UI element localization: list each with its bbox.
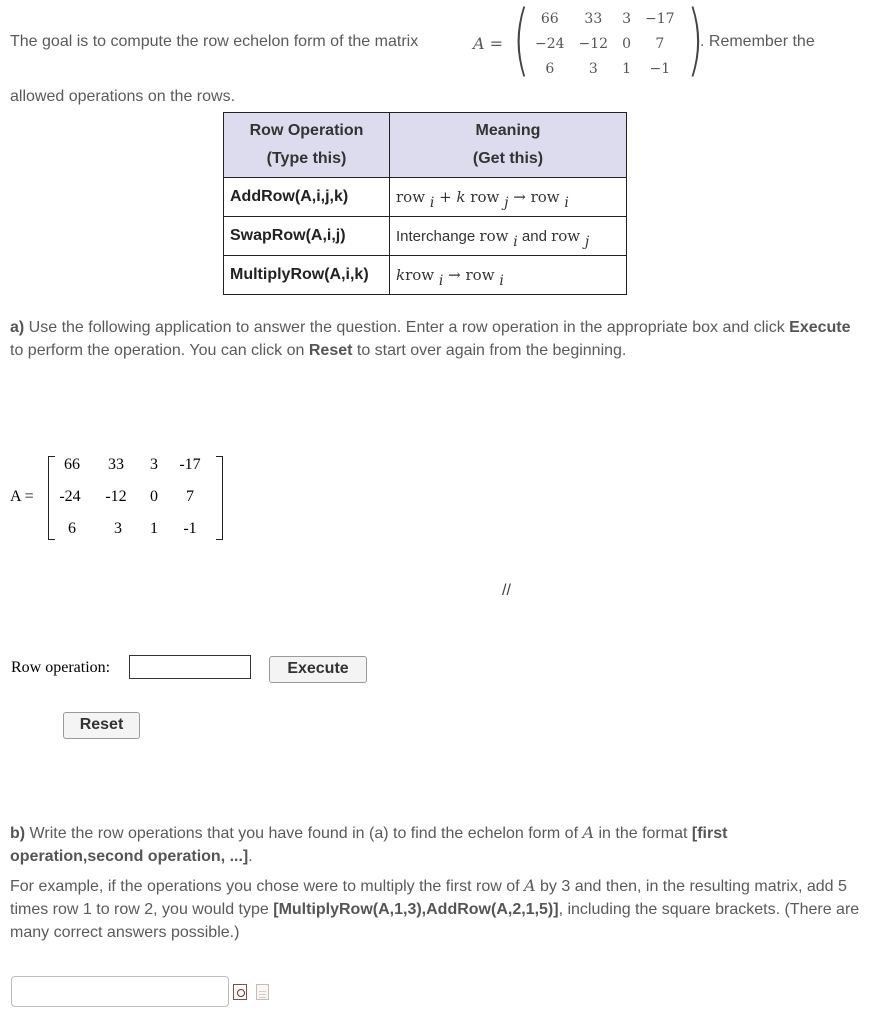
meaning-addrow [390, 178, 627, 217]
matrix-label: A = [10, 488, 34, 505]
matrix-cell: 66 [540, 10, 559, 27]
part-a-text: Use the following application to answer the question. Enter a row operation in the appropriate box and click [24, 319, 790, 336]
row-operation-input[interactable] [129, 655, 251, 679]
matrix-cell: -12 [105, 488, 127, 505]
meaning-arrow: → [508, 188, 531, 206]
meaning-term: row [470, 188, 500, 206]
matrix-cell: 33 [108, 456, 124, 473]
execute-word: Execute [789, 319, 851, 336]
intro-text-part2: . Remember the [700, 33, 815, 50]
example-text: For example, if the operations you chose were to multiply the first row of [10, 878, 525, 895]
matrix-cell: 3 [622, 10, 632, 27]
matrix-cell: 0 [150, 488, 158, 505]
intro-matrix-grid [528, 6, 682, 81]
matrix-cell: −12 [578, 35, 609, 52]
answer-input[interactable] [11, 976, 229, 1007]
matrix-cell: -24 [59, 488, 81, 505]
meaning-term: row [551, 227, 581, 245]
meaning-index: j [584, 234, 590, 250]
op-multiplyrow: MultiplyRow(A,i,k) [224, 256, 390, 295]
answer-format: [first operation,second operation, ...] [10, 825, 728, 865]
meaning-multiplyrow [390, 256, 627, 295]
intro-matrix-var [473, 34, 503, 54]
matrix-cell: -17 [179, 456, 201, 473]
part-a-instructions [10, 316, 860, 362]
part-b-example [10, 874, 860, 944]
matrix-cell: 7 [655, 35, 665, 52]
matrix-cell: 3 [150, 456, 158, 473]
execute-button[interactable]: Execute [269, 656, 367, 683]
meaning-var: k [456, 188, 466, 206]
intro-text-part3: allowed operations on the rows. [10, 88, 236, 105]
table-row [224, 178, 627, 217]
part-b-label: b) [10, 825, 26, 842]
op-addrow: AddRow(A,i,j,k) [224, 178, 390, 217]
left-bracket [48, 456, 55, 540]
resize-handle-icon[interactable]: // [502, 582, 511, 599]
header-row-operation [224, 113, 390, 178]
header-meaning [390, 113, 627, 178]
meaning-var: k [396, 266, 406, 284]
matrix-cell: 6 [545, 60, 555, 77]
meaning-index: j [504, 195, 509, 211]
reset-button[interactable]: Reset [63, 712, 140, 739]
intro-matrix [512, 0, 704, 85]
header-sublabel: (Type this) [266, 150, 347, 167]
matrix-cell: 3 [588, 60, 598, 77]
meaning-index: i [429, 195, 435, 211]
reset-word: Reset [308, 342, 353, 359]
meaning-term: row [405, 266, 435, 284]
meaning-index: i [499, 273, 504, 289]
matrix-variable: A [473, 34, 485, 53]
left-paren: ( [512, 0, 530, 85]
matrix-cell: −17 [645, 10, 675, 27]
meaning-term: row [479, 227, 509, 245]
matrix-cell: 0 [622, 35, 632, 52]
matrix-cell: 1 [622, 60, 632, 77]
matrix-cell: 66 [64, 456, 80, 473]
meaning-text: Interchange [396, 228, 480, 245]
part-a-text: to start over again from the beginning. [352, 342, 627, 359]
example-code: [MultiplyRow(A,1,3),AddRow(A,2,1,5)] [273, 901, 559, 918]
meaning-term: row [530, 188, 560, 206]
part-b-question [10, 821, 860, 868]
meaning-index: i [438, 273, 444, 289]
meaning-term: row [465, 266, 495, 284]
table-row [224, 217, 627, 256]
help-icon[interactable] [256, 984, 269, 1000]
example-text: , including the square brackets. (There are many correct answers possible.) [10, 901, 860, 941]
meaning-arrow: → [443, 266, 466, 284]
matrix-grid [56, 452, 224, 542]
meaning-term: row [396, 188, 426, 206]
equals-sign: = [484, 34, 504, 53]
part-b-text: . [248, 848, 253, 865]
meaning-index: i [513, 234, 518, 250]
table-row [224, 256, 627, 295]
part-a-text: to perform the operation. You can click on [10, 342, 309, 359]
row-operations-table [223, 112, 627, 295]
part-b-instructions [10, 821, 860, 950]
meaning-swaprow [390, 217, 627, 256]
matrix-cell: 33 [584, 10, 603, 27]
matrix-cell: 3 [114, 520, 122, 537]
matrix-cell: 1 [150, 520, 158, 537]
matrix-cell: −1 [649, 60, 671, 77]
op-swaprow: SwapRow(A,i,j) [224, 217, 390, 256]
meaning-index: i [564, 195, 569, 211]
header-label: Row Operation [249, 122, 364, 139]
matrix-cell: 6 [68, 520, 76, 537]
intro-text-part1: The goal is to compute the row echelon form of the matrix [10, 33, 419, 50]
part-b-text: in the format [594, 825, 692, 842]
preview-icon[interactable] [233, 984, 247, 1000]
part-b-text: Write the row operations that you have found in (a) to find the echelon form of [25, 825, 583, 842]
current-matrix [10, 452, 250, 542]
header-label: Meaning [475, 122, 541, 139]
matrix-cell: -1 [183, 520, 197, 537]
matrix-cell: 7 [186, 488, 194, 505]
meaning-text: and [517, 228, 552, 245]
meaning-term: + [434, 188, 457, 206]
row-operation-label: Row operation: [11, 659, 111, 676]
header-sublabel: (Get this) [472, 150, 544, 167]
part-a-label: a) [10, 319, 25, 336]
matrix-cell: −24 [535, 35, 565, 52]
table-header-row [224, 113, 627, 178]
matrix-variable: A [524, 876, 536, 895]
right-paren: ) [686, 0, 704, 85]
example-text: by 3 and then, in the resulting matrix, add 5 times row 1 to row 2, you would type [10, 878, 847, 918]
matrix-variable: A [582, 823, 595, 842]
intro-text [10, 33, 418, 51]
